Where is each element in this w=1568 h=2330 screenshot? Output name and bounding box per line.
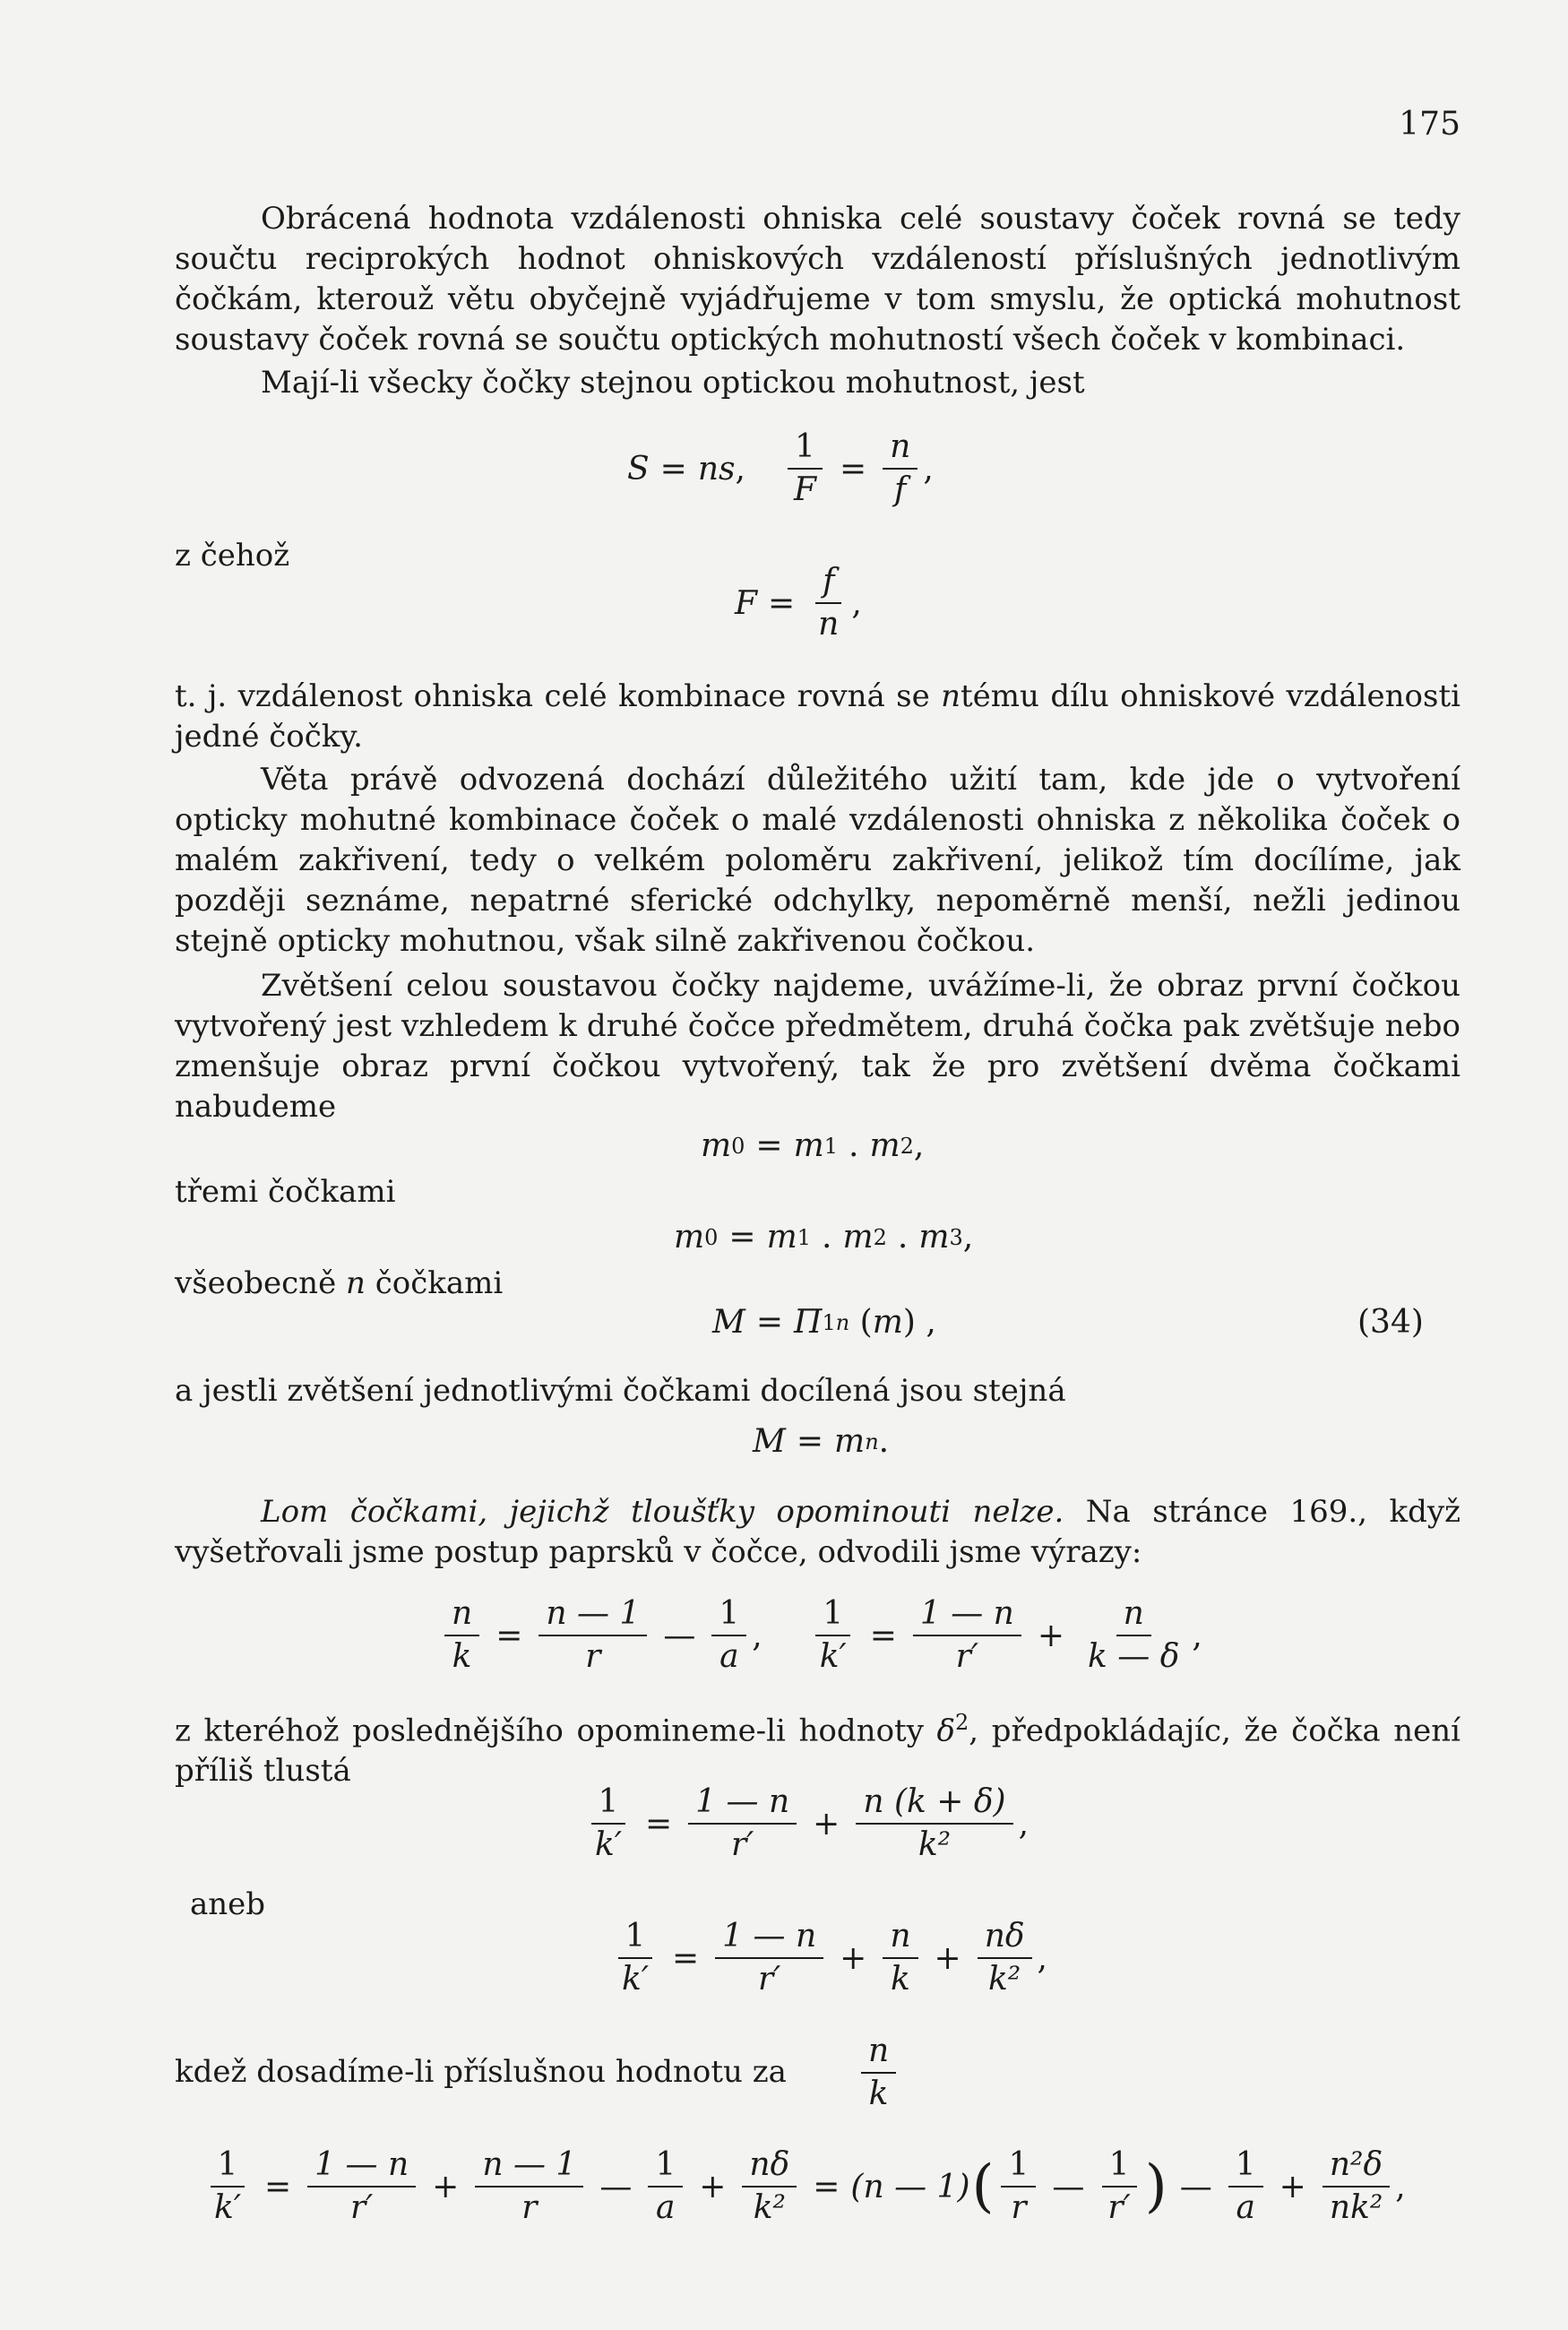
paragraph-7: Lom čočkami, jejichž tloušťky opominouti nelze. Na stránce 169., když vyšetřovali jsme postup paprsků v čočce, odvodili jsme výrazy: — [175, 1494, 1460, 1570]
paragraph-8: z kteréhož poslednějšího opomineme-li hodnoty $\delta^2$, předpokládajíc, že čočka není příliš tlustá — [175, 1710, 1460, 1790]
equation-m0-two: m 0 = m 1 . m 2 , — [701, 1127, 925, 1164]
paragraph-9: kdež dosadíme-li příslušnou hodnotu za — [175, 2054, 787, 2090]
paragraph-3: t. j. vzdálenost ohniska celé kombinace rovná se ntému dílu ohniskové vzdálenosti jedné čočky. — [175, 678, 1460, 755]
equation-m0-three: m 0 = m 1 . m 2 . m 3 , — [674, 1219, 974, 1256]
equation-approx-2: $\frac{1}{k'}$ = $\frac{1 — n}{r'}$ + $\frac{n}{k}$ + $\frac{n\delta}{\text{k²}}$ , — [609, 1918, 1047, 1998]
label-aneb: aneb — [190, 1886, 266, 1922]
equation-m-power: M = m n . — [753, 1423, 890, 1460]
eq1-rhs: ns — [697, 450, 736, 488]
equation-final: $\frac{1}{k'}$ = $\frac{1 — n}{r'}$ + $\frac{n — 1}{r}$ — $\frac{1}{a}$ + $\frac{n\delta}{\text{k²}}$ = (n — 1) ( $\frac{1}{r}$ — $\frac{1}{r'}$ ) — $\frac{1}{a}$ + $\frac{\text{n²δ}}{\text{nk²}}$ , — [202, 2146, 1406, 2227]
paragraph-1: Obrácená hodnota vzdálenosti ohniska celé soustavy čoček rovná se tedy součtu reciprokých hodnot ohniskových vzdáleností příslušných jednotlivým čočkám, kterouž větu obyčejně vyjádřujeme v tom smyslu, že optická mohutnost soustavy čoček rovná se součtu optických mohutností všech čoček v kombinaci. — [175, 201, 1460, 358]
eq1-frac-1: $\frac{1}{F}$ — [787, 428, 823, 509]
label-z-cehoz: z čehož — [175, 538, 290, 574]
equation-f-f-over-n: F = $\frac{f}{n}$ , — [735, 563, 862, 643]
paragraph-2: Mají-li všecky čočky stejnou optickou mohutnost, jest — [261, 365, 1085, 401]
eq1-frac-2: $\frac{n}{f}$ — [883, 428, 918, 509]
fraction-n-over-k: $\frac{n}{k}$ — [856, 2032, 901, 2113]
equation-number-34: (34) — [1357, 1304, 1424, 1341]
equation-m-product: M = Π 1 n ( m ) , — [712, 1304, 936, 1341]
section-heading-italic: Lom čočkami, jejichž tloušťky opominouti nelze. — [261, 1494, 1064, 1530]
eq2-frac: $\frac{f}{n}$ — [811, 563, 846, 643]
label-vseobecne: všeobecně n čočkami — [175, 1265, 504, 1301]
eq2-lhs: F — [735, 584, 757, 622]
page-number: 175 — [1399, 106, 1460, 142]
paragraph-5: Zvětšení celou soustavou čočky najdeme, uvážíme-li, že obraz první čočkou vytvořený jest vzhledem k druhé čočce předmětem, druhá čočka pak zvětšuje nebo zmenšuje obraz první čočkou vytvořený, tak že pro zvětšení dvěma čočkami nabudeme — [175, 968, 1460, 1125]
paragraph-4: Věta právě odvozená dochází důležitého užití tam, kde jde o vytvoření opticky mohutné kombinace čoček o malé vzdálenosti ohniska z několika čoček o malém zakřivení, tedy o velkém poloměru zakřivení, jelikož tím docílíme, jak později seznáme, nepatrné sferické odchylky, nepoměrně menší, nežli jedinou stejně opticky mohutnou, však silně zakřivenou čočkou. — [175, 762, 1460, 959]
paragraph-6: a jestli zvětšení jednotlivými čočkami docílená jsou stejná — [175, 1373, 1066, 1409]
equation-refraction-pair: $\frac{n}{k}$ = $\frac{n — 1}{r}$ — $\frac{1}{a}$ , $\frac{1}{k'}$ = $\frac{1 — n}{r'}$ + $\frac{n}{k — \delta}$ , — [439, 1595, 1202, 1676]
equation-approx-1: $\frac{1}{k'}$ = $\frac{1 — n}{r'}$ + $\frac{n (k + \delta)}{\text{k²}}$ , — [582, 1783, 1029, 1864]
equation-s-ns: S = ns , $\frac{1}{F}$ = $\frac{n}{f}$ , — [627, 428, 934, 508]
label-tremi: třemi čočkami — [175, 1174, 396, 1210]
eq1-lhs: S — [627, 450, 650, 488]
